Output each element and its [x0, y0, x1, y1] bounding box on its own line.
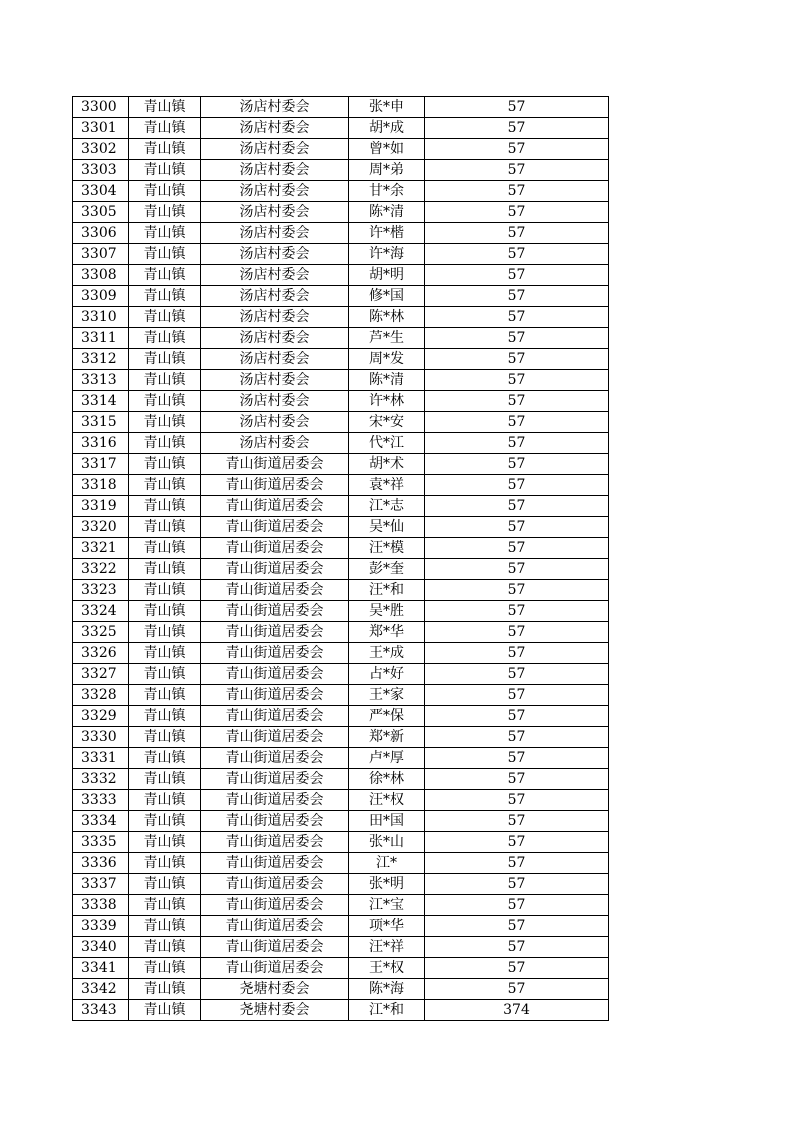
- committee-cell: 汤店村委会: [201, 349, 349, 370]
- amount-cell: 57: [425, 559, 609, 580]
- town-cell: 青山镇: [129, 496, 201, 517]
- person-name-cell: 许*林: [349, 391, 425, 412]
- amount-cell: 57: [425, 202, 609, 223]
- table-row: [73, 559, 609, 580]
- town-cell: 青山镇: [129, 748, 201, 769]
- row-number-cell: 3336: [73, 853, 129, 874]
- table-row: [73, 1000, 609, 1021]
- committee-cell: 汤店村委会: [201, 328, 349, 349]
- town-cell: 青山镇: [129, 391, 201, 412]
- amount-cell: 57: [425, 160, 609, 181]
- person-name-cell: 甘*余: [349, 181, 425, 202]
- table-row: [73, 916, 609, 937]
- person-name-cell: 彭*奎: [349, 559, 425, 580]
- table-row: [73, 601, 609, 622]
- committee-cell: 青山街道居委会: [201, 769, 349, 790]
- amount-cell: 57: [425, 685, 609, 706]
- amount-cell: 57: [425, 538, 609, 559]
- town-cell: 青山镇: [129, 244, 201, 265]
- amount-cell: 57: [425, 622, 609, 643]
- row-number-cell: 3334: [73, 811, 129, 832]
- committee-cell: 青山街道居委会: [201, 601, 349, 622]
- table-row: [73, 181, 609, 202]
- person-name-cell: 汪*模: [349, 538, 425, 559]
- committee-cell: 汤店村委会: [201, 286, 349, 307]
- table-row: [73, 580, 609, 601]
- row-number-cell: 3301: [73, 118, 129, 139]
- amount-cell: 57: [425, 937, 609, 958]
- row-number-cell: 3330: [73, 727, 129, 748]
- amount-cell: 57: [425, 454, 609, 475]
- committee-cell: 汤店村委会: [201, 223, 349, 244]
- town-cell: 青山镇: [129, 349, 201, 370]
- amount-cell: 57: [425, 601, 609, 622]
- row-number-cell: 3302: [73, 139, 129, 160]
- committee-cell: 汤店村委会: [201, 307, 349, 328]
- person-name-cell: 周*弟: [349, 160, 425, 181]
- row-number-cell: 3321: [73, 538, 129, 559]
- person-name-cell: 陈*林: [349, 307, 425, 328]
- table-row: [73, 685, 609, 706]
- person-name-cell: 江*: [349, 853, 425, 874]
- amount-cell: 57: [425, 895, 609, 916]
- amount-cell: 57: [425, 916, 609, 937]
- amount-cell: 57: [425, 181, 609, 202]
- committee-cell: 青山街道居委会: [201, 664, 349, 685]
- table-row: [73, 853, 609, 874]
- town-cell: 青山镇: [129, 454, 201, 475]
- committee-cell: 青山街道居委会: [201, 874, 349, 895]
- person-name-cell: 宋*安: [349, 412, 425, 433]
- table-row: [73, 895, 609, 916]
- person-name-cell: 汪*和: [349, 580, 425, 601]
- town-cell: 青山镇: [129, 223, 201, 244]
- table-row: [73, 832, 609, 853]
- town-cell: 青山镇: [129, 832, 201, 853]
- table-row: [73, 349, 609, 370]
- town-cell: 青山镇: [129, 202, 201, 223]
- row-number-cell: 3303: [73, 160, 129, 181]
- town-cell: 青山镇: [129, 1000, 201, 1021]
- amount-cell: 57: [425, 580, 609, 601]
- row-number-cell: 3338: [73, 895, 129, 916]
- table-body: [73, 97, 609, 1021]
- town-cell: 青山镇: [129, 118, 201, 139]
- person-name-cell: 代*江: [349, 433, 425, 454]
- amount-cell: 57: [425, 769, 609, 790]
- amount-cell: 57: [425, 370, 609, 391]
- table-row: [73, 202, 609, 223]
- person-name-cell: 王*家: [349, 685, 425, 706]
- town-cell: 青山镇: [129, 811, 201, 832]
- committee-cell: 汤店村委会: [201, 139, 349, 160]
- committee-cell: 青山街道居委会: [201, 853, 349, 874]
- table-row: [73, 874, 609, 895]
- amount-cell: 57: [425, 97, 609, 118]
- town-cell: 青山镇: [129, 664, 201, 685]
- table-row: [73, 958, 609, 979]
- table-row: [73, 790, 609, 811]
- amount-cell: 57: [425, 118, 609, 139]
- amount-cell: 57: [425, 853, 609, 874]
- town-cell: 青山镇: [129, 580, 201, 601]
- town-cell: 青山镇: [129, 937, 201, 958]
- committee-cell: 汤店村委会: [201, 370, 349, 391]
- data-table: [72, 96, 609, 1021]
- amount-cell: 57: [425, 244, 609, 265]
- person-name-cell: 项*华: [349, 916, 425, 937]
- amount-cell: 57: [425, 811, 609, 832]
- town-cell: 青山镇: [129, 517, 201, 538]
- amount-cell: 57: [425, 790, 609, 811]
- table-row: [73, 433, 609, 454]
- town-cell: 青山镇: [129, 265, 201, 286]
- committee-cell: 青山街道居委会: [201, 496, 349, 517]
- table-row: [73, 118, 609, 139]
- person-name-cell: 占*好: [349, 664, 425, 685]
- row-number-cell: 3340: [73, 937, 129, 958]
- committee-cell: 青山街道居委会: [201, 475, 349, 496]
- town-cell: 青山镇: [129, 97, 201, 118]
- person-name-cell: 徐*林: [349, 769, 425, 790]
- table-row: [73, 622, 609, 643]
- row-number-cell: 3300: [73, 97, 129, 118]
- row-number-cell: 3326: [73, 643, 129, 664]
- table-row: [73, 517, 609, 538]
- person-name-cell: 卢*厚: [349, 748, 425, 769]
- amount-cell: 57: [425, 328, 609, 349]
- town-cell: 青山镇: [129, 853, 201, 874]
- row-number-cell: 3307: [73, 244, 129, 265]
- committee-cell: 汤店村委会: [201, 265, 349, 286]
- town-cell: 青山镇: [129, 706, 201, 727]
- row-number-cell: 3317: [73, 454, 129, 475]
- amount-cell: 57: [425, 265, 609, 286]
- person-name-cell: 王*成: [349, 643, 425, 664]
- person-name-cell: 江*志: [349, 496, 425, 517]
- town-cell: 青山镇: [129, 433, 201, 454]
- town-cell: 青山镇: [129, 475, 201, 496]
- row-number-cell: 3339: [73, 916, 129, 937]
- table-row: [73, 454, 609, 475]
- committee-cell: 青山街道居委会: [201, 811, 349, 832]
- person-name-cell: 陈*海: [349, 979, 425, 1000]
- amount-cell: 57: [425, 412, 609, 433]
- town-cell: 青山镇: [129, 874, 201, 895]
- town-cell: 青山镇: [129, 370, 201, 391]
- person-name-cell: 吴*胜: [349, 601, 425, 622]
- person-name-cell: 张*明: [349, 874, 425, 895]
- person-name-cell: 芦*生: [349, 328, 425, 349]
- committee-cell: 汤店村委会: [201, 118, 349, 139]
- amount-cell: 57: [425, 748, 609, 769]
- amount-cell: 57: [425, 391, 609, 412]
- committee-cell: 青山街道居委会: [201, 454, 349, 475]
- amount-cell: 57: [425, 517, 609, 538]
- committee-cell: 青山街道居委会: [201, 958, 349, 979]
- committee-cell: 青山街道居委会: [201, 685, 349, 706]
- committee-cell: 青山街道居委会: [201, 937, 349, 958]
- table-row: [73, 706, 609, 727]
- committee-cell: 青山街道居委会: [201, 517, 349, 538]
- person-name-cell: 田*国: [349, 811, 425, 832]
- amount-cell: 57: [425, 979, 609, 1000]
- row-number-cell: 3324: [73, 601, 129, 622]
- row-number-cell: 3333: [73, 790, 129, 811]
- table-row: [73, 937, 609, 958]
- committee-cell: 青山街道居委会: [201, 559, 349, 580]
- amount-cell: 57: [425, 706, 609, 727]
- row-number-cell: 3332: [73, 769, 129, 790]
- person-name-cell: 修*国: [349, 286, 425, 307]
- row-number-cell: 3343: [73, 1000, 129, 1021]
- row-number-cell: 3337: [73, 874, 129, 895]
- person-name-cell: 汪*祥: [349, 937, 425, 958]
- town-cell: 青山镇: [129, 307, 201, 328]
- person-name-cell: 郑*华: [349, 622, 425, 643]
- amount-cell: 57: [425, 475, 609, 496]
- table-row: [73, 328, 609, 349]
- person-name-cell: 曾*如: [349, 139, 425, 160]
- committee-cell: 汤店村委会: [201, 391, 349, 412]
- town-cell: 青山镇: [129, 643, 201, 664]
- table-row: [73, 979, 609, 1000]
- table-row: [73, 307, 609, 328]
- committee-cell: 青山街道居委会: [201, 580, 349, 601]
- table-row: [73, 769, 609, 790]
- amount-cell: 374: [425, 1000, 609, 1021]
- row-number-cell: 3323: [73, 580, 129, 601]
- committee-cell: 汤店村委会: [201, 412, 349, 433]
- committee-cell: 汤店村委会: [201, 433, 349, 454]
- row-number-cell: 3312: [73, 349, 129, 370]
- committee-cell: 汤店村委会: [201, 202, 349, 223]
- amount-cell: 57: [425, 643, 609, 664]
- row-number-cell: 3327: [73, 664, 129, 685]
- committee-cell: 汤店村委会: [201, 97, 349, 118]
- row-number-cell: 3342: [73, 979, 129, 1000]
- person-name-cell: 胡*术: [349, 454, 425, 475]
- amount-cell: 57: [425, 139, 609, 160]
- committee-cell: 青山街道居委会: [201, 748, 349, 769]
- person-name-cell: 王*权: [349, 958, 425, 979]
- table-row: [73, 244, 609, 265]
- amount-cell: 57: [425, 874, 609, 895]
- row-number-cell: 3318: [73, 475, 129, 496]
- person-name-cell: 张*山: [349, 832, 425, 853]
- town-cell: 青山镇: [129, 538, 201, 559]
- committee-cell: 汤店村委会: [201, 181, 349, 202]
- table-row: [73, 97, 609, 118]
- town-cell: 青山镇: [129, 286, 201, 307]
- person-name-cell: 江*宝: [349, 895, 425, 916]
- table-row: [73, 286, 609, 307]
- table-row: [73, 727, 609, 748]
- person-name-cell: 许*楷: [349, 223, 425, 244]
- row-number-cell: 3320: [73, 517, 129, 538]
- row-number-cell: 3328: [73, 685, 129, 706]
- amount-cell: 57: [425, 664, 609, 685]
- row-number-cell: 3314: [73, 391, 129, 412]
- amount-cell: 57: [425, 349, 609, 370]
- row-number-cell: 3335: [73, 832, 129, 853]
- amount-cell: 57: [425, 958, 609, 979]
- row-number-cell: 3313: [73, 370, 129, 391]
- committee-cell: 汤店村委会: [201, 244, 349, 265]
- table-row: [73, 748, 609, 769]
- row-number-cell: 3329: [73, 706, 129, 727]
- person-name-cell: 胡*明: [349, 265, 425, 286]
- person-name-cell: 郑*新: [349, 727, 425, 748]
- table-row: [73, 643, 609, 664]
- row-number-cell: 3308: [73, 265, 129, 286]
- town-cell: 青山镇: [129, 160, 201, 181]
- person-name-cell: 严*保: [349, 706, 425, 727]
- person-name-cell: 周*发: [349, 349, 425, 370]
- amount-cell: 57: [425, 832, 609, 853]
- table-row: [73, 139, 609, 160]
- committee-cell: 青山街道居委会: [201, 727, 349, 748]
- town-cell: 青山镇: [129, 895, 201, 916]
- table-row: [73, 265, 609, 286]
- town-cell: 青山镇: [129, 685, 201, 706]
- row-number-cell: 3305: [73, 202, 129, 223]
- town-cell: 青山镇: [129, 958, 201, 979]
- person-name-cell: 江*和: [349, 1000, 425, 1021]
- amount-cell: 57: [425, 496, 609, 517]
- person-name-cell: 陈*清: [349, 202, 425, 223]
- row-number-cell: 3315: [73, 412, 129, 433]
- row-number-cell: 3331: [73, 748, 129, 769]
- row-number-cell: 3341: [73, 958, 129, 979]
- amount-cell: 57: [425, 307, 609, 328]
- row-number-cell: 3310: [73, 307, 129, 328]
- row-number-cell: 3316: [73, 433, 129, 454]
- table-row: [73, 412, 609, 433]
- person-name-cell: 汪*权: [349, 790, 425, 811]
- town-cell: 青山镇: [129, 412, 201, 433]
- table-row: [73, 811, 609, 832]
- town-cell: 青山镇: [129, 769, 201, 790]
- person-name-cell: 张*申: [349, 97, 425, 118]
- town-cell: 青山镇: [129, 790, 201, 811]
- table-row: [73, 475, 609, 496]
- committee-cell: 青山街道居委会: [201, 895, 349, 916]
- committee-cell: 青山街道居委会: [201, 790, 349, 811]
- row-number-cell: 3306: [73, 223, 129, 244]
- committee-cell: 尧塘村委会: [201, 979, 349, 1000]
- town-cell: 青山镇: [129, 559, 201, 580]
- person-name-cell: 吴*仙: [349, 517, 425, 538]
- town-cell: 青山镇: [129, 979, 201, 1000]
- committee-cell: 青山街道居委会: [201, 643, 349, 664]
- amount-cell: 57: [425, 223, 609, 244]
- table-row: [73, 664, 609, 685]
- town-cell: 青山镇: [129, 601, 201, 622]
- table-row: [73, 391, 609, 412]
- committee-cell: 青山街道居委会: [201, 538, 349, 559]
- person-name-cell: 许*海: [349, 244, 425, 265]
- committee-cell: 汤店村委会: [201, 160, 349, 181]
- person-name-cell: 胡*成: [349, 118, 425, 139]
- table-row: [73, 538, 609, 559]
- committee-cell: 尧塘村委会: [201, 1000, 349, 1021]
- town-cell: 青山镇: [129, 181, 201, 202]
- row-number-cell: 3309: [73, 286, 129, 307]
- committee-cell: 青山街道居委会: [201, 832, 349, 853]
- person-name-cell: 陈*清: [349, 370, 425, 391]
- row-number-cell: 3322: [73, 559, 129, 580]
- person-name-cell: 袁*祥: [349, 475, 425, 496]
- row-number-cell: 3304: [73, 181, 129, 202]
- committee-cell: 青山街道居委会: [201, 916, 349, 937]
- table-row: [73, 370, 609, 391]
- town-cell: 青山镇: [129, 727, 201, 748]
- committee-cell: 青山街道居委会: [201, 622, 349, 643]
- table-row: [73, 160, 609, 181]
- amount-cell: 57: [425, 433, 609, 454]
- amount-cell: 57: [425, 286, 609, 307]
- table-row: [73, 223, 609, 244]
- town-cell: 青山镇: [129, 622, 201, 643]
- table-row: [73, 496, 609, 517]
- row-number-cell: 3319: [73, 496, 129, 517]
- town-cell: 青山镇: [129, 916, 201, 937]
- committee-cell: 青山街道居委会: [201, 706, 349, 727]
- town-cell: 青山镇: [129, 139, 201, 160]
- town-cell: 青山镇: [129, 328, 201, 349]
- amount-cell: 57: [425, 727, 609, 748]
- row-number-cell: 3325: [73, 622, 129, 643]
- row-number-cell: 3311: [73, 328, 129, 349]
